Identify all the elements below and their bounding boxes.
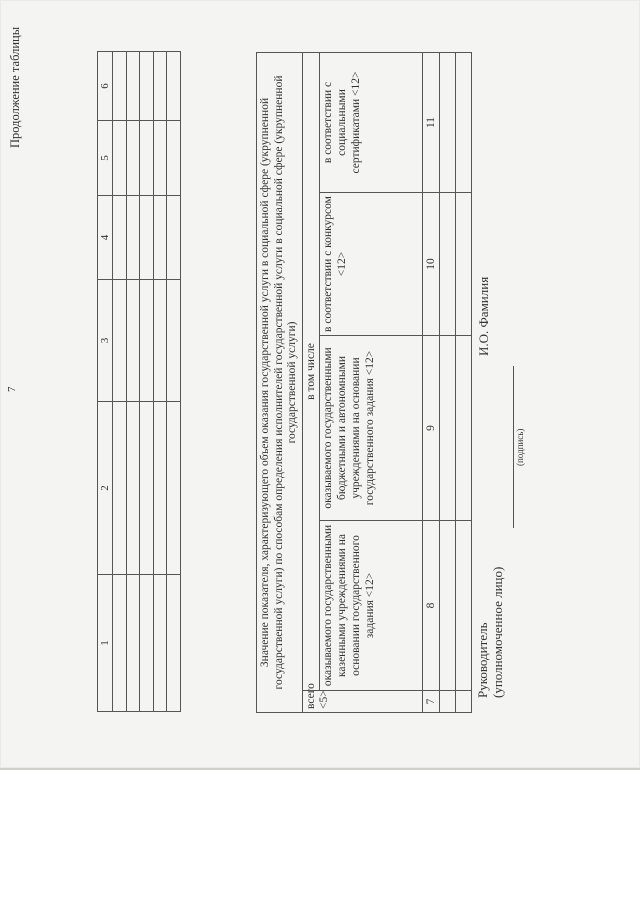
signatory-role-subtitle: (уполномоченное лицо) — [490, 566, 505, 698]
table-row — [167, 52, 181, 712]
table-cell — [439, 52, 455, 192]
table-cell — [126, 280, 140, 402]
table-header-row — [98, 52, 113, 712]
column-number-cell: 4 — [98, 196, 113, 280]
table-row — [140, 52, 154, 712]
volume-indicator-header: Значение показателя, характеризующего объем оказания государственной услуги в социальной сфере (укрупненной государственной услуги) по способам определения исполнителей государственной услуги в социальной сфере (укрупненной государственной услуги) — [257, 52, 303, 712]
table-cell — [153, 121, 167, 196]
column-number-cell: 5 — [98, 121, 113, 196]
table-cell — [455, 691, 471, 713]
table-cell — [153, 280, 167, 402]
state-institution-task-header: оказываемого государственными казенными учреждениями на основании государственного задания <12> — [319, 521, 422, 691]
table-cell — [455, 336, 471, 521]
table-cell — [439, 691, 455, 713]
signature-hint: (подпись) — [515, 428, 525, 466]
table-cell — [140, 52, 154, 121]
table-cell — [126, 575, 140, 712]
social-certificates-header: в соответствии с социальными сертификатами <12> — [319, 52, 422, 192]
page-number: 7 — [6, 386, 18, 392]
table-row — [455, 52, 471, 712]
table-cell — [113, 121, 127, 196]
table-cell — [455, 521, 471, 691]
table-cell — [167, 575, 181, 712]
table-cell — [455, 52, 471, 192]
table-cell — [167, 52, 181, 121]
table-cell — [153, 402, 167, 575]
column-number-cell: 8 — [422, 521, 439, 691]
method-header-row — [319, 52, 422, 712]
column-number-cell: 2 — [98, 402, 113, 575]
column-number-cell: 10 — [422, 193, 439, 336]
continued-table-columns-7-11 — [256, 52, 472, 713]
table-row — [113, 52, 127, 712]
signatory-role-title: Руководитель — [475, 622, 490, 698]
table-cell — [126, 121, 140, 196]
table-cell — [113, 280, 127, 402]
table-cell — [167, 280, 181, 402]
signature-line — [513, 366, 514, 528]
column-number-cell: 7 — [422, 691, 439, 713]
total-header-cell: всего <5> — [302, 691, 422, 713]
table-row — [153, 52, 167, 712]
table-cell — [126, 402, 140, 575]
main-header-row — [257, 52, 303, 712]
including-header-cell: в том числе — [302, 52, 319, 690]
table-cell — [140, 280, 154, 402]
table-cell — [153, 575, 167, 712]
table-cell — [113, 575, 127, 712]
column-number-cell: 1 — [98, 575, 113, 712]
table-cell — [140, 575, 154, 712]
table-cell — [113, 52, 127, 121]
table-cell — [140, 402, 154, 575]
column-numbers-row — [422, 52, 439, 712]
table-cell — [113, 402, 127, 575]
table-cell — [439, 336, 455, 521]
table-cell — [439, 521, 455, 691]
scan-edge-divider — [0, 768, 640, 770]
table-continuation-caption: Продолжение таблицы — [8, 26, 22, 148]
table-cell — [167, 196, 181, 280]
column-number-cell: 9 — [422, 336, 439, 521]
table-cell — [167, 121, 181, 196]
table-cell — [167, 402, 181, 575]
column-number-cell: 11 — [422, 52, 439, 192]
table-cell — [113, 196, 127, 280]
table-cell — [140, 121, 154, 196]
table-cell — [455, 193, 471, 336]
column-number-cell: 3 — [98, 280, 113, 402]
signatory-name: И.О. Фамилия — [476, 276, 491, 356]
continued-table-columns-1-6 — [97, 51, 181, 712]
table-cell — [153, 196, 167, 280]
table-cell — [126, 52, 140, 121]
table-row — [126, 52, 140, 712]
table-cell — [439, 193, 455, 336]
signatory-role — [475, 567, 505, 698]
column-number-cell: 6 — [98, 52, 113, 121]
subheader-row — [302, 52, 319, 712]
competition-header: в соответствии с конкурсом <12> — [319, 193, 422, 336]
table-row — [439, 52, 455, 712]
table-cell — [140, 196, 154, 280]
table-cell — [126, 196, 140, 280]
budget-autonomous-task-header: оказываемого государственными бюджетными и автономными учреждениями на основании государственного задания <12> — [319, 336, 422, 521]
table-cell — [153, 52, 167, 121]
